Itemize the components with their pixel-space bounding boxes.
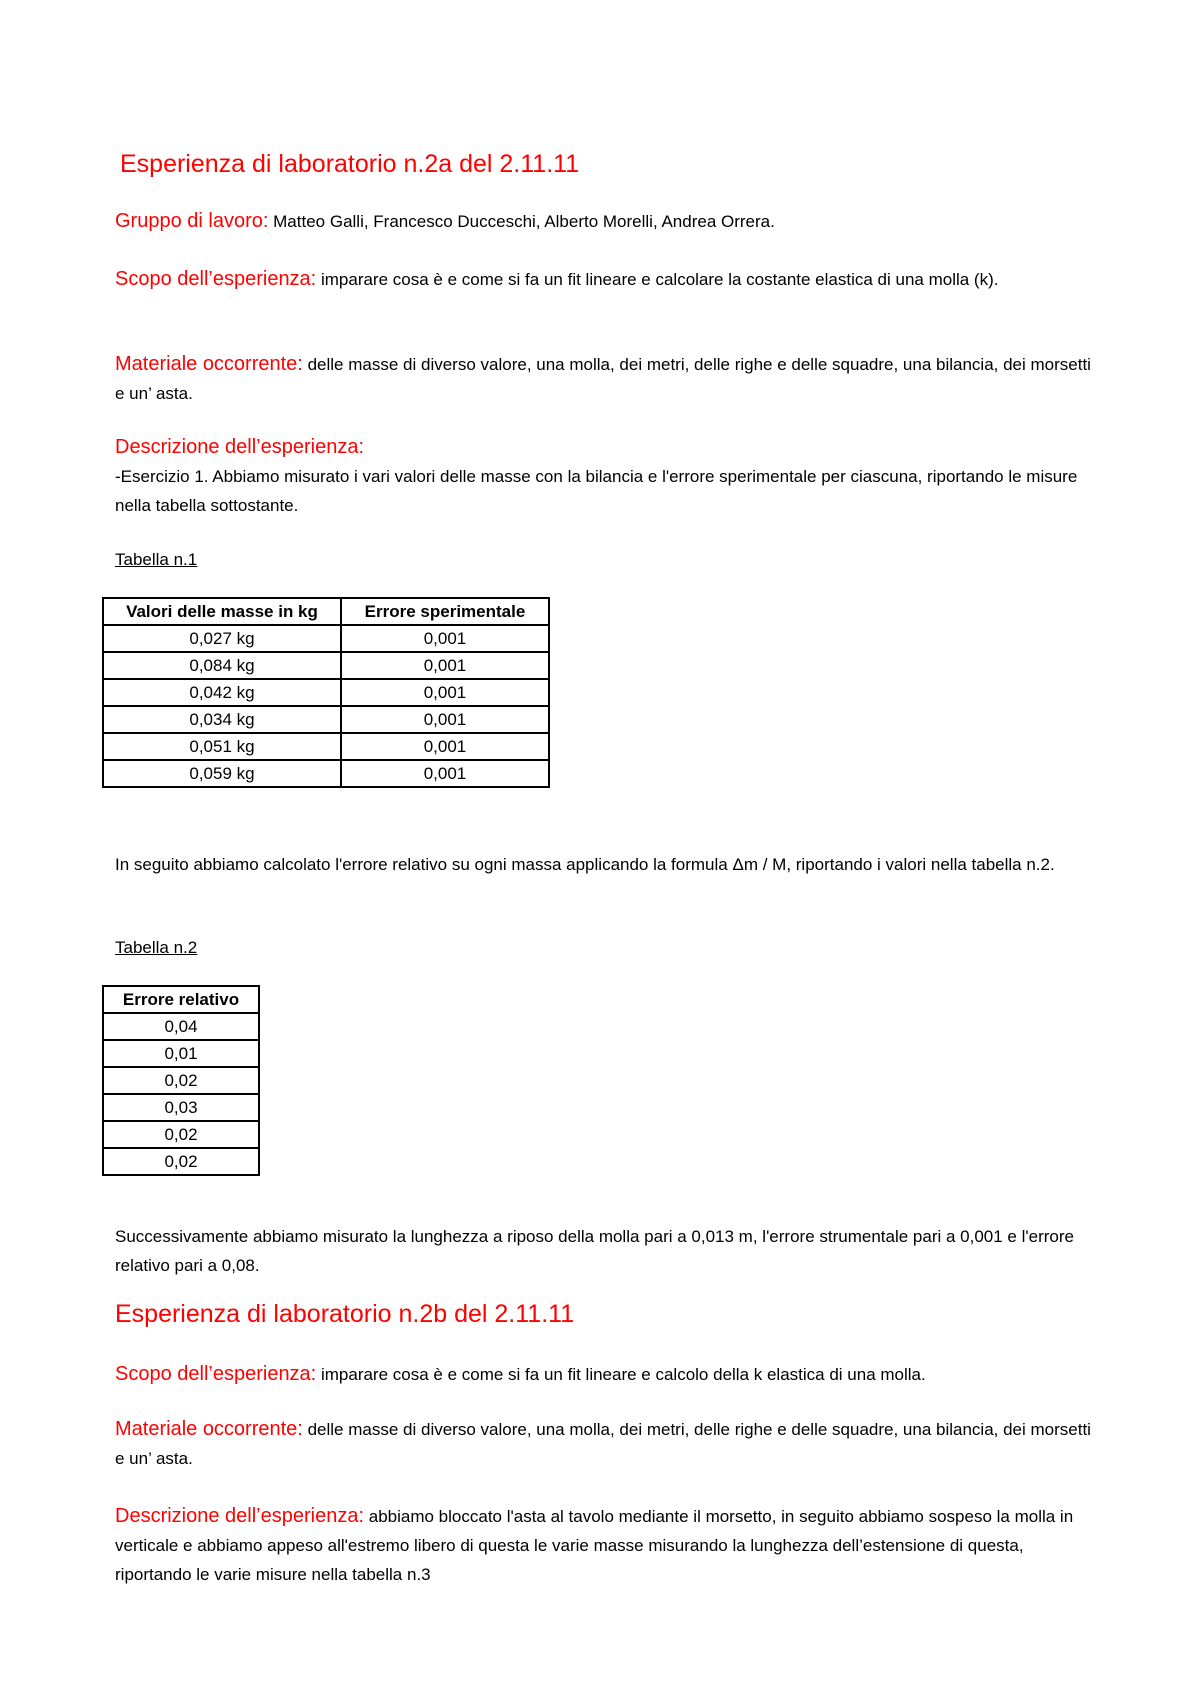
table2-caption: Tabella n.2 [115,938,198,957]
title-part-b: Esperienza di laboratorio n.2b del 2.11.11 [115,1300,575,1328]
materiale-text-a: delle masse di diverso valore, una molla, dei metri, delle righe e delle squadre, una bilancia, dei morsetti e un’ asta. [115,355,1091,403]
materiale-paragraph-a [115,350,1095,408]
scopo-paragraph-a [115,263,1095,296]
materiale-text-b: delle masse di diverso valore, una molla, dei metri, delle righe e delle squadre, una bilancia, dei morsetti e un’ asta. [115,1420,1091,1468]
table-row [103,706,549,733]
table-cell: 0,042 kg [103,679,341,706]
scopo-text-a: imparare cosa è e come si fa un fit lineare e calcolare la costante elastica di una molla (k). [316,270,999,289]
title-part-a: Esperienza di laboratorio n.2a del 2.11.11 [120,150,580,178]
materiale-paragraph-b [115,1415,1095,1473]
table1-header-masses: Valori delle masse in kg [103,598,341,625]
table-cell: 0,01 [103,1040,259,1067]
table-1 [102,597,550,788]
table-header-row [103,986,259,1013]
table2-header: Errore relativo [103,986,259,1013]
descrizione-text-a: -Esercizio 1. Abbiamo misurato i vari valori delle masse con la bilancia e l'errore sperimentale per ciascuna, riportando le misure nella tabella sottostante. [115,467,1078,515]
gruppo-paragraph [115,207,1095,236]
table-cell: 0,084 kg [103,652,341,679]
table-row [103,1094,259,1121]
table-cell: 0,027 kg [103,625,341,652]
table-cell: 0,03 [103,1094,259,1121]
scopo-text-b: imparare cosa è e come si fa un fit lineare e calcolo della k elastica di una molla. [316,1365,926,1384]
table-cell: 0,034 kg [103,706,341,733]
descrizione-label-b: Descrizione dell’esperienza: [115,1505,365,1527]
table-header-row [103,598,549,625]
table-cell: 0,02 [103,1121,259,1148]
descrizione-text-b: abbiamo bloccato l'asta al tavolo mediante il morsetto, in seguito abbiamo sospeso la molla in verticale e abbiamo appeso all'estremo libero di questa le varie masse misurando la lunghezza dell’estensione di questa, riportando le varie misure nella tabella n.3 [115,1507,1074,1584]
table-2 [102,985,260,1176]
table-row [103,1040,259,1067]
table-row [103,1067,259,1094]
seguito-paragraph: In seguito abbiamo calcolato l'errore relativo su ogni massa applicando la formula Δm / M, riportando i valori nella tabella n.2. [115,855,1055,874]
materiale-label-b: Materiale occorrente: [115,1418,303,1440]
table-row [103,1148,259,1175]
table-row [103,1121,259,1148]
gruppo-label: Gruppo di lavoro: [115,210,269,232]
table-row [103,1013,259,1040]
materiale-label-a: Materiale occorrente: [115,353,303,375]
table-cell: 0,02 [103,1067,259,1094]
descrizione-label-a: Descrizione dell’esperienza: [115,436,365,458]
table-cell: 0,02 [103,1148,259,1175]
scopo-label-b: Scopo dell’esperienza: [115,1363,317,1385]
table-cell: 0,001 [341,733,549,760]
table-row [103,733,549,760]
table-cell: 0,04 [103,1013,259,1040]
table1-header-error: Errore sperimentale [341,598,549,625]
descrizione-paragraph-b [115,1502,1095,1589]
table1-caption: Tabella n.1 [115,550,198,569]
table-cell: 0,001 [341,625,549,652]
scopo-label-a: Scopo dell’esperienza: [115,268,317,290]
table-cell: 0,001 [341,652,549,679]
table-row [103,652,549,679]
successivamente-paragraph: Successivamente abbiamo misurato la lunghezza a riposo della molla pari a 0,013 m, l'errore strumentale pari a 0,001 e l'errore relativo pari a 0,08. [115,1227,1074,1275]
table-row [103,625,549,652]
gruppo-text: Matteo Galli, Francesco Ducceschi, Alberto Morelli, Andrea Orrera. [268,212,775,231]
table-cell: 0,001 [341,679,549,706]
table-cell: 0,051 kg [103,733,341,760]
scopo-paragraph-b [115,1360,1095,1389]
table-row [103,760,549,787]
table-cell: 0,001 [341,760,549,787]
table-cell: 0,059 kg [103,760,341,787]
table-cell: 0,001 [341,706,549,733]
table-row [103,679,549,706]
